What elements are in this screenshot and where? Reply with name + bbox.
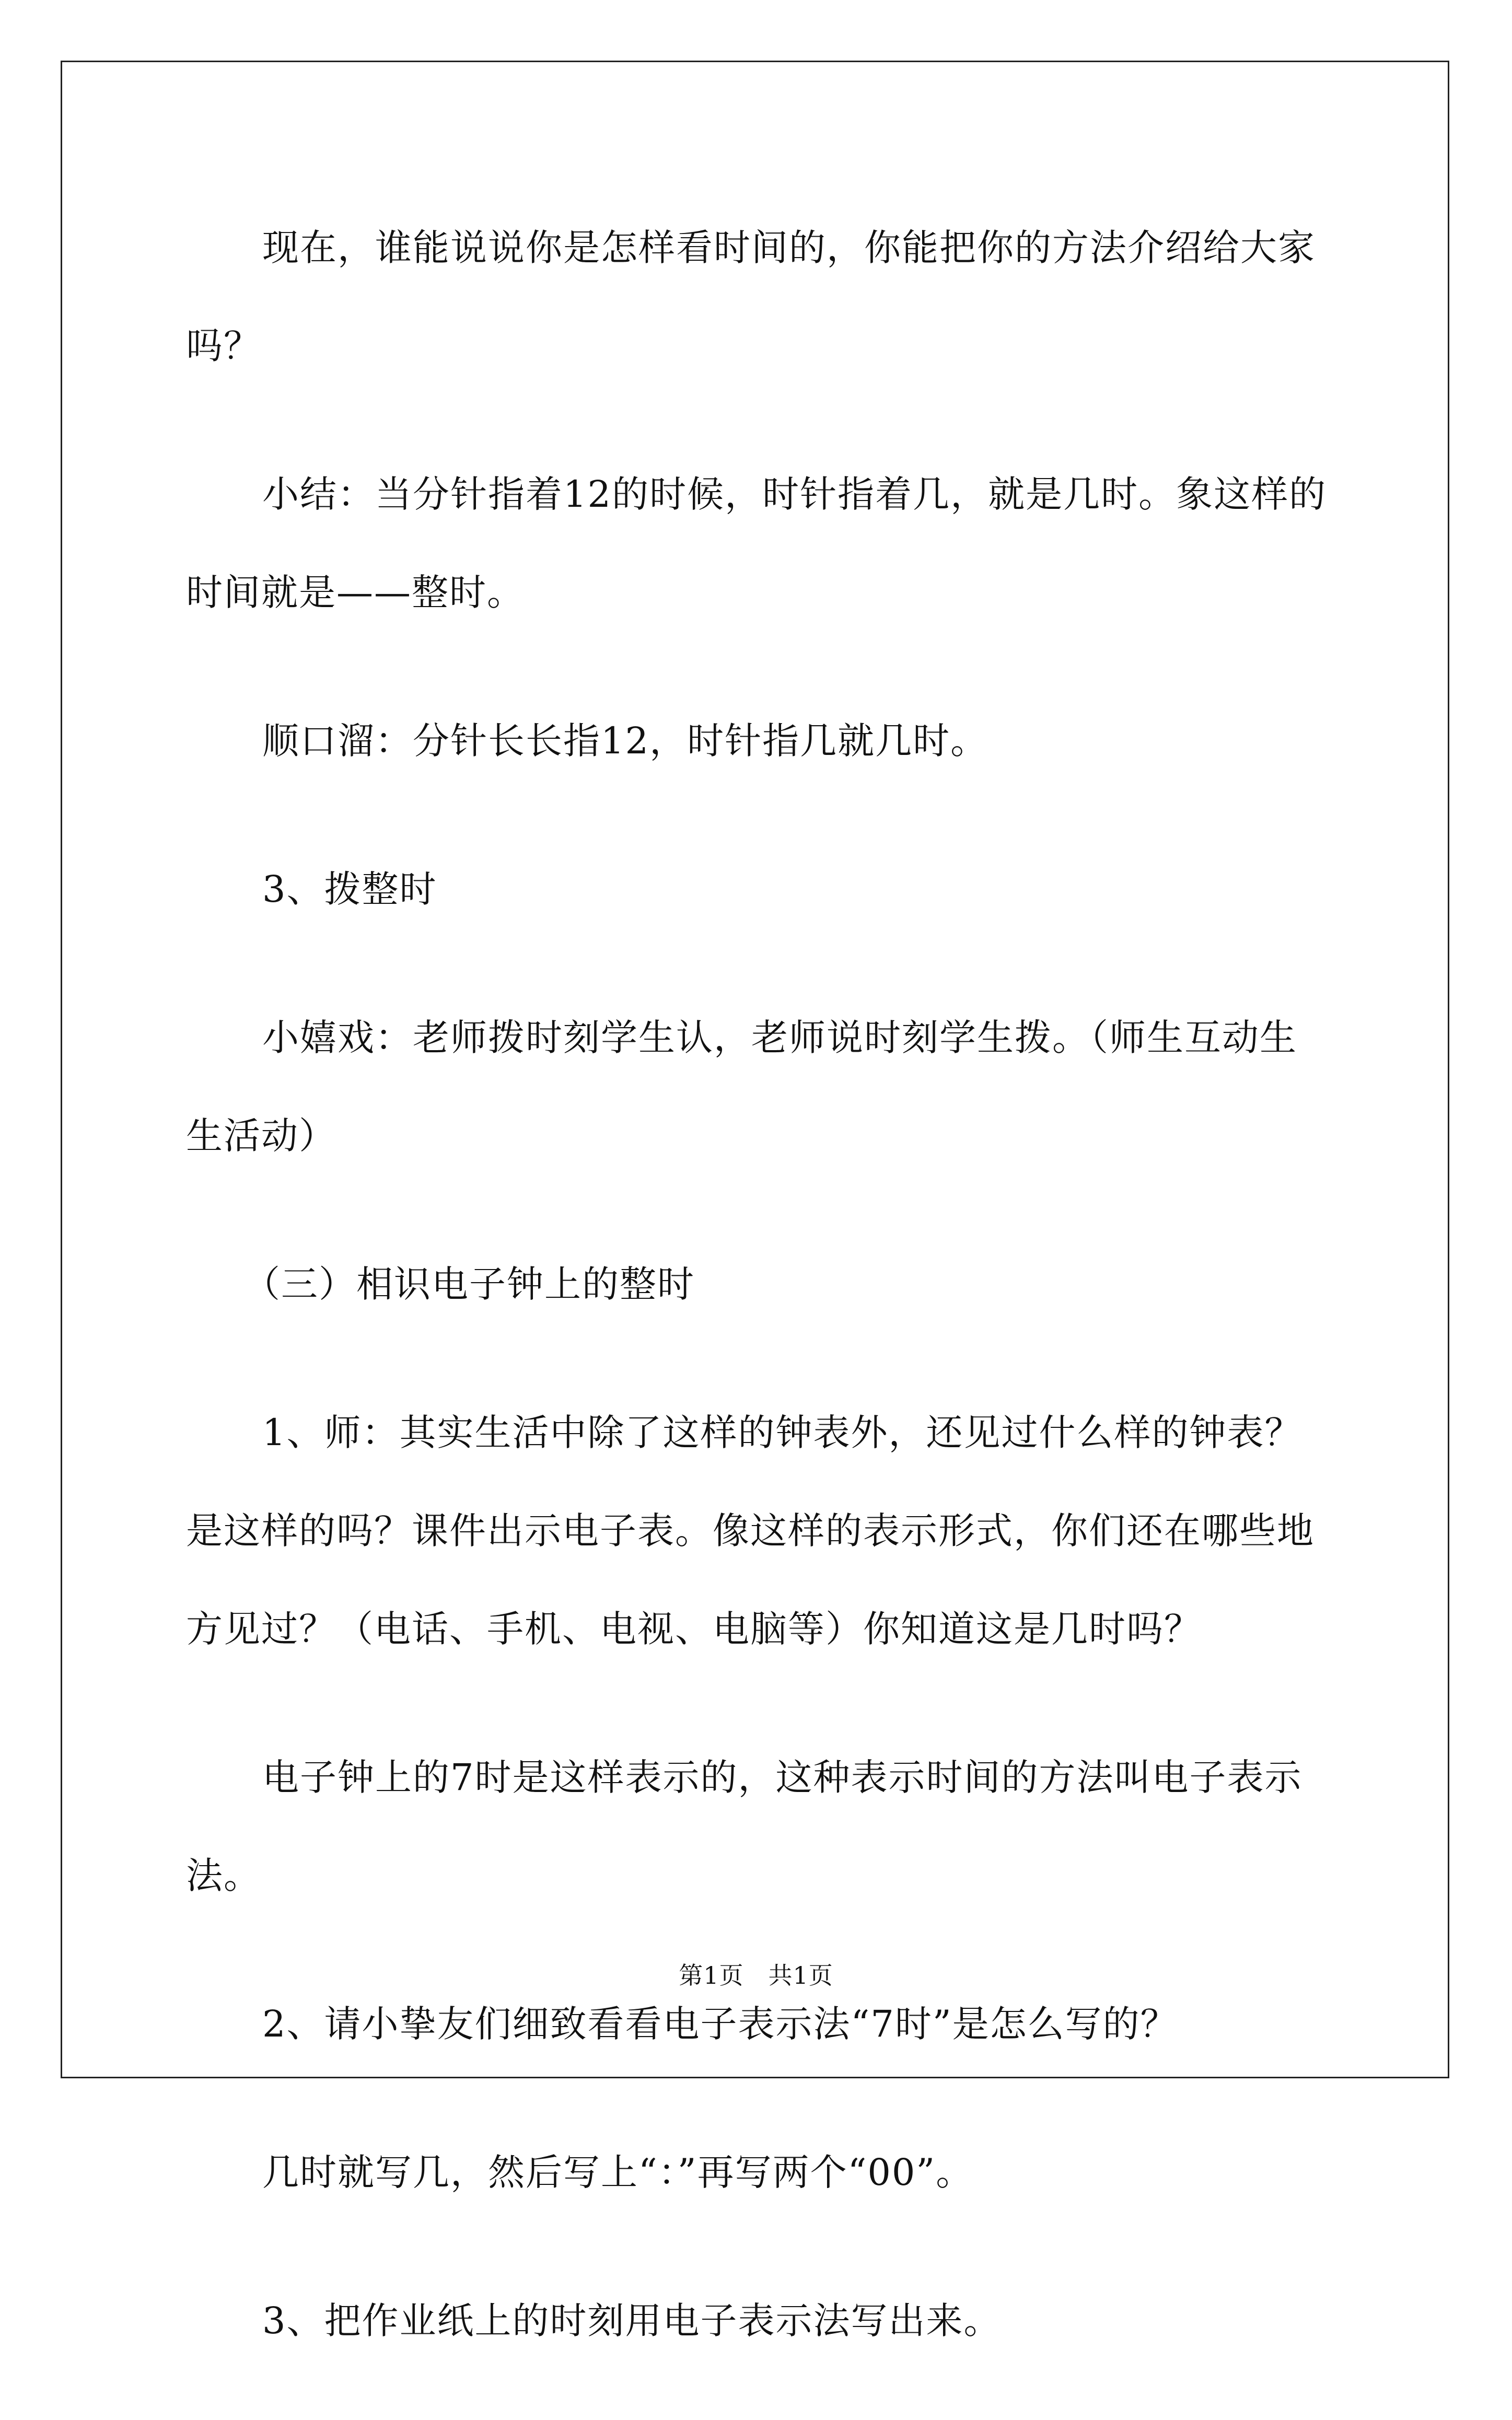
paragraph: 3、拨整时 — [262, 868, 437, 911]
document-body — [186, 199, 1334, 2420]
paragraph: 2、请小挚友们细致看看电子表示法“7时”是怎么写的？ — [262, 2003, 1178, 2045]
paragraph: 几时就写几，然后写上“：”再写两个“00”。 — [262, 2151, 974, 2194]
paragraph: 1、师：其实生活中除了这样的钟表外，还见过什么样的钟表？是这样的吗？课件出示电子表。像这样的表示形式，你们还在哪些地方见过？（电话、手机、电视、电脑等）你知道这是几时吗？ — [186, 1411, 1315, 1650]
paragraph: 电子钟上的7时是这样表示的，这种表示时间的方法叫电子表示法。 — [186, 1756, 1302, 1897]
paragraph: 3、把作业纸上的时刻用电子表示法写出来。 — [262, 2299, 1002, 2342]
page-footer: 第1页 共1页 — [679, 1961, 833, 1989]
paragraph: 现在，谁能说说你是怎样看时间的，你能把你的方法介绍给大家吗？ — [186, 226, 1316, 367]
paragraph: 小结：当分针指着12的时候，时针指着几，就是几时。象这样的时间就是——整时。 — [186, 473, 1327, 614]
paragraph: 顺口溜：分针长长指12，时针指几就几时。 — [262, 719, 988, 762]
section-heading: （三）相识电子钟上的整时 — [243, 1263, 695, 1306]
paragraph: 小嬉戏：老师拨时刻学生认，老师说时刻学生拨。（师生互动生生活动） — [186, 1016, 1297, 1157]
